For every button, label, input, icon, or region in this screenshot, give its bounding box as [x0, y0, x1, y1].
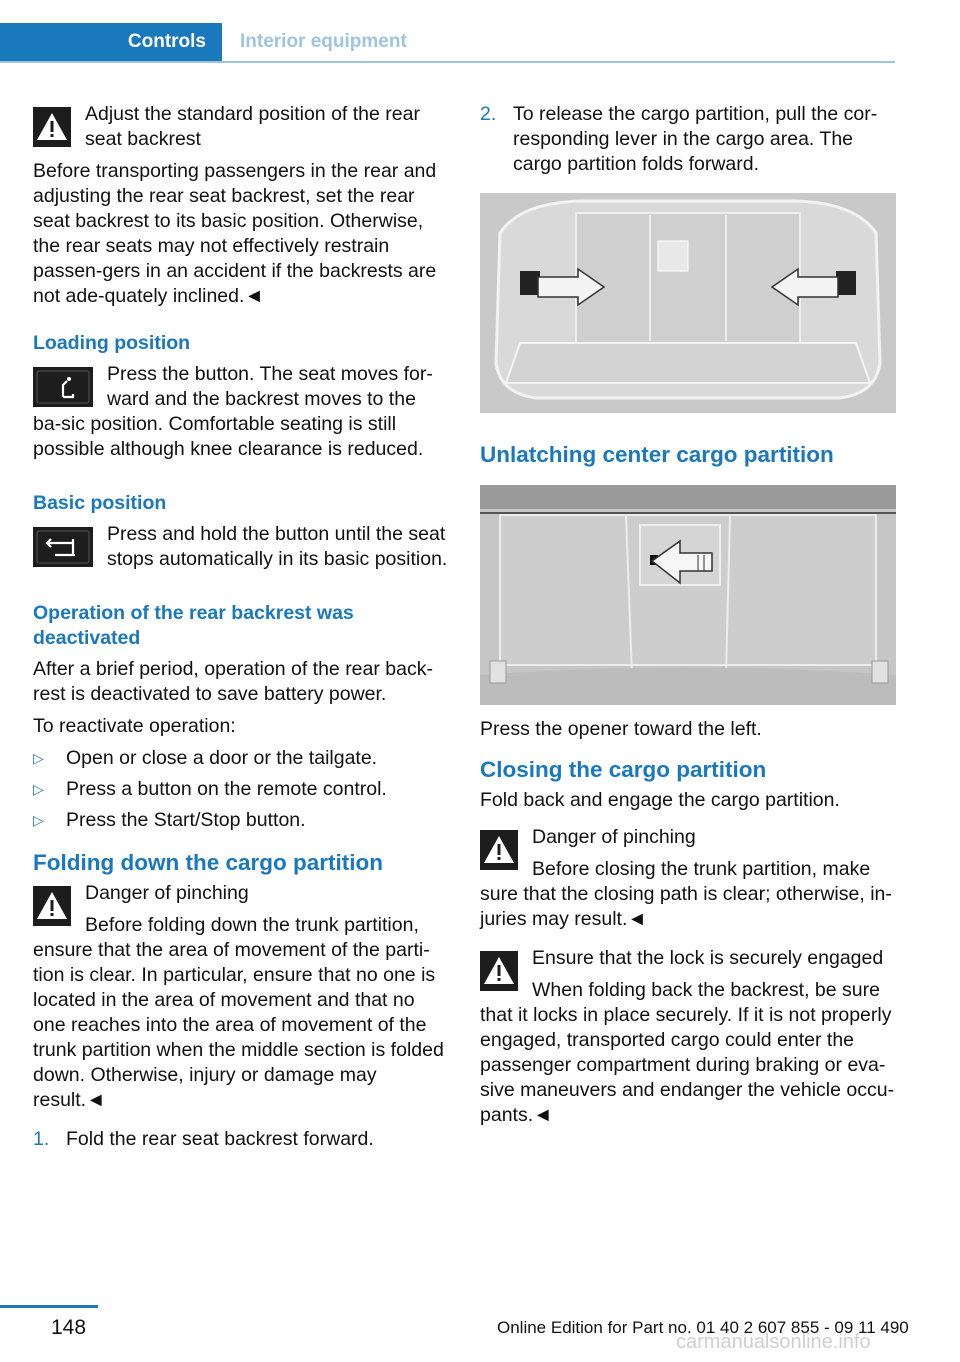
warning-triangle-icon	[33, 886, 71, 926]
footer-accent-line	[0, 1305, 98, 1308]
right-column	[480, 102, 896, 1135]
list-item: ▷ Open or close a door or the tailgate.	[33, 747, 378, 769]
bullet-triangle-icon: ▷	[33, 750, 44, 766]
tab-interior-equipment[interactable]: Interior equipment	[240, 31, 407, 52]
header-tabbar	[0, 23, 895, 63]
left-column	[33, 102, 449, 1152]
bullet-triangle-icon: ▷	[33, 781, 44, 797]
bullet-triangle-icon: ▷	[33, 812, 44, 828]
warning-lock-engaged	[480, 946, 896, 1128]
warning3-title: Danger of pinching	[532, 826, 696, 848]
list-item: ▷ Press a button on the remote control.	[33, 778, 387, 800]
reactivate-intro: To reactivate operation:	[33, 715, 236, 737]
loading-position-button-icon	[33, 367, 93, 407]
deactivated-text: After a brief period, operation of the rear back-rest is deactivated to save battery power.	[33, 658, 433, 705]
step-number: 1.	[33, 1128, 50, 1150]
cargo-area-photo	[480, 193, 896, 413]
deactivated-heading: Operation of the rear backrest was deactivated	[33, 602, 354, 649]
loading-position-heading: Loading position	[33, 332, 191, 354]
warning-pinching-folding	[33, 881, 449, 1113]
loading-position-text: Press the button. The seat moves for-ward and the backrest moves to the ba-sic position. Comfortable seating is still possible although knee clearance is reduced.	[33, 363, 433, 460]
warning-triangle-icon	[33, 107, 71, 147]
closing-heading: Closing the cargo partition	[480, 757, 767, 782]
unlatching-heading: Unlatching center cargo partition	[480, 442, 834, 467]
basic-position-block	[33, 522, 449, 579]
warning2-body: Before folding down the trunk partition, ensure that the area of movement of the parti-tion is clear. In particular, ensure that no one is located in the area of movement and that no one reaches into the area of movement of the trunk partition when the middle section is folded down. Otherwise, injury or damage may result.◄	[33, 914, 444, 1111]
loading-position-block	[33, 362, 449, 469]
steps-list-right	[480, 102, 896, 177]
reactivate-list	[33, 746, 449, 833]
warning4-body: When folding back the backrest, be sure that it locks in place securely. If it is not properly engaged, transported cargo could enter the passenger compartment during braking or eva-sive maneuvers and endanger the vehicle occu-pants.◄	[480, 979, 895, 1126]
steps-list-left	[33, 1127, 449, 1152]
edition-note: Online Edition for Part no. 01 40 2 607 855 - 09 11 490	[497, 1318, 909, 1337]
list-item: 2. To release the cargo partition, pull the cor-responding lever in the cargo area. The cargo partition folds forward.	[480, 103, 878, 175]
warning-triangle-icon	[480, 830, 518, 870]
warning1-title: Adjust the standard position of the rear seat backrest	[85, 103, 420, 150]
unlatching-text: Press the opener toward the left.	[480, 718, 762, 740]
header-divider	[0, 61, 895, 63]
warning-pinching-closing	[480, 825, 896, 932]
warning-triangle-icon	[480, 951, 518, 991]
closing-text: Fold back and engage the cargo partition.	[480, 789, 840, 811]
page-number: 148	[51, 1316, 87, 1339]
basic-position-button-icon	[33, 527, 93, 567]
list-item: 1. Fold the rear seat backrest forward.	[33, 1128, 374, 1150]
step-number: 2.	[480, 103, 497, 125]
warning2-title: Danger of pinching	[85, 882, 249, 904]
basic-position-heading: Basic position	[33, 492, 167, 514]
warning4-title: Ensure that the lock is securely engaged	[532, 947, 884, 969]
warning3-body: Before closing the trunk partition, make sure that the closing path is clear; otherwise, in-juries may result.◄	[480, 858, 892, 930]
watermark: carmanualsonline.info	[676, 1331, 871, 1353]
basic-position-text: Press and hold the button until the seat stops automatically in its basic position.	[107, 523, 448, 570]
warning-backrest-position	[33, 102, 449, 309]
folding-down-heading: Folding down the cargo partition	[33, 850, 383, 875]
warning1-body: Before transporting passengers in the rear and adjusting the rear seat backrest, set the rear seat backrest to its basic position. Otherwise, the rear seats may not effectively restrain passen-gers in an accident if the backrests are not ade-quately inclined.◄	[33, 160, 437, 307]
list-item: ▷ Press the Start/Stop button.	[33, 809, 306, 831]
tab-controls[interactable]: Controls	[0, 23, 222, 61]
center-partition-photo	[480, 485, 896, 705]
